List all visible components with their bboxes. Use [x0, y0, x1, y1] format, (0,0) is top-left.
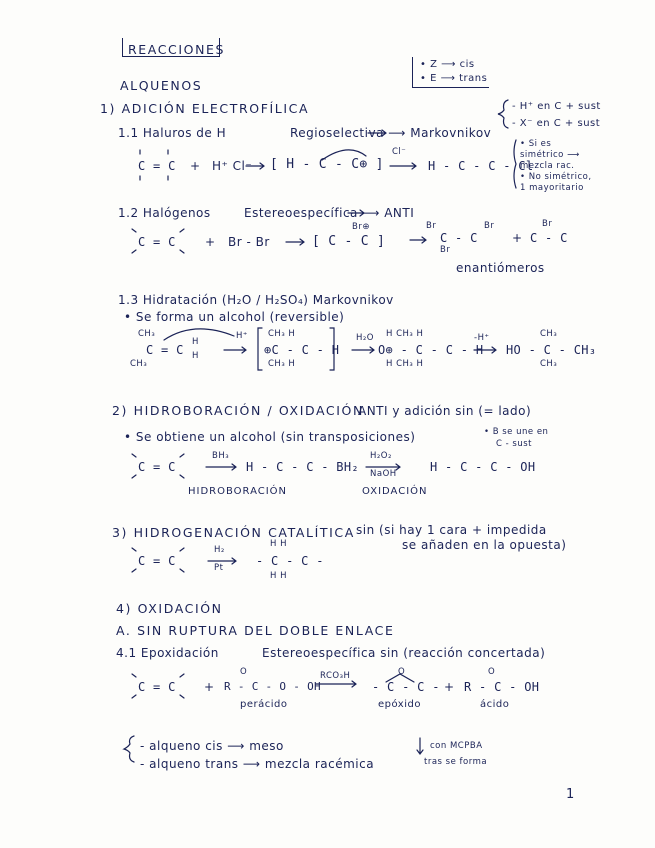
s4-1-plus: +: [204, 680, 215, 694]
s4-1-side2: tras se forma: [424, 757, 488, 767]
page-number: 1: [566, 787, 575, 802]
s4-1-o1: O: [240, 667, 248, 677]
s1-1-intermediate: [ H - C - C⊕ ]: [270, 157, 384, 172]
legend-z: • Z ⟶ cis: [420, 59, 475, 70]
s2-note2: C - sust: [496, 439, 532, 449]
s1-1-plus: +: [190, 159, 201, 173]
s4-1-lhs: C = C: [138, 680, 176, 694]
arrow-1-2-b: [410, 237, 426, 243]
s4-1-acid: R - C - OH: [464, 680, 540, 694]
curve-1-3: [164, 329, 234, 340]
arrow-4-1-side: [417, 738, 423, 754]
s1-3-lhs: C = C: [146, 343, 184, 357]
s1-1-side3: mezcla rac.: [520, 161, 575, 171]
s4-1-label: 4.1 Epoxidación: [116, 646, 219, 660]
bonds-2: [132, 454, 184, 478]
section-4-title: 4) OXIDACIÓN: [116, 601, 223, 616]
bonds-1-2: [132, 229, 184, 253]
s1-2-br-top1: Br: [426, 221, 437, 231]
s1-2-label: 1.2 Halógenos: [118, 206, 211, 220]
s1-3-p2: O⊕ - C - C - H: [378, 343, 484, 357]
s3-tag2: se añaden en la opuesta): [402, 538, 567, 552]
bonds-3: [132, 548, 184, 572]
s1-3-f2: HO - C - CH₃: [506, 343, 597, 357]
s1-2-plus2: +: [512, 231, 523, 245]
s1-1-product: H - C - C - Cl: [428, 159, 534, 173]
arrow-1-1-tag: [368, 130, 386, 136]
arrow-1-2-a: [286, 239, 304, 245]
arrow-1-2-tag: [348, 210, 364, 216]
s4-a: A. SIN RUPTURA DEL DOBLE ENLACE: [116, 623, 395, 638]
arrow-1-3-a: [224, 347, 246, 353]
s1-2-intermediate: [ C - C ]: [312, 234, 386, 249]
s3-product: - C - C -: [256, 554, 324, 568]
s2-product: H - C - C - OH: [430, 460, 536, 474]
s1-3-h1: H: [192, 337, 199, 347]
arrow-1-1-a: [246, 163, 264, 169]
section-2-title: 2) HIDROBORACIÓN / OXIDACIÓN: [112, 403, 364, 418]
s1-2-br-top2: Br: [484, 221, 495, 231]
page-title: REACCIONES: [128, 42, 226, 57]
s1-2-product1: C - C: [440, 231, 478, 245]
s1-1-label: 1.1 Haluros de H: [118, 126, 227, 140]
s4-1-epoxide-label: epóxido: [378, 699, 421, 710]
s3-r1: H₂: [214, 545, 225, 555]
s1-2-br-bot1: Br: [440, 245, 451, 255]
s1-1-tag: Regioselectiva ⟶ Markovnikov: [290, 126, 492, 140]
arrow-1-1-b: [390, 163, 416, 169]
legend-e: • E ⟶ trans: [420, 73, 488, 84]
s3-hh-top: H H: [270, 539, 287, 549]
s1-1-side4: • No simétrico,: [520, 172, 592, 182]
s3-lhs: C = C: [138, 554, 176, 568]
s2-lab1: HIDROBORACIÓN: [188, 486, 288, 497]
s4-1-side1: con MCPBA: [430, 741, 483, 751]
s1-2-plus: +: [205, 235, 216, 249]
arrow-1-3-c: [474, 347, 496, 353]
arrow-4-1: [316, 681, 356, 687]
s1-2-product2: C - C: [530, 231, 568, 245]
s1-note-x: - X⁻ en C + sust: [512, 118, 601, 129]
s1-3-label: 1.3 Hidratación (H₂O / H₂SO₄) Markovnikov: [118, 293, 394, 307]
s2-tag: ANTI y adición sin (= lado): [358, 404, 532, 418]
alquenos-heading: ALQUENOS: [120, 78, 203, 93]
s1-1-side2: simétrico ⟶: [520, 150, 580, 160]
arrow-2-a: [206, 464, 236, 470]
s2-lhs: C = C: [138, 460, 176, 474]
epoxide-bridge: [386, 674, 414, 682]
s4-1-cis: - alqueno cis ⟶ meso: [140, 739, 284, 753]
s1-3-int3: CH₃ H: [268, 359, 296, 369]
bonds-4-1: [132, 674, 184, 698]
s3-r2: Pt: [214, 563, 224, 573]
s4-1-tag: Estereoespecífica sin (reacción concertada): [262, 646, 546, 660]
s1-3-h2: H: [192, 351, 199, 361]
s1-3-p1: H CH₃ H: [386, 329, 424, 339]
section-1-title: 1) ADICIÓN ELECTROFÍLICA: [100, 101, 310, 116]
section-3-title: 3) HIDROGENACIÓN CATALÍTICA: [112, 525, 355, 540]
s4-1-plus2: +: [444, 680, 455, 694]
s2-r2a: H₂O₂: [370, 451, 392, 461]
s4-1-peracid-label: perácido: [240, 699, 288, 710]
brace-notes: [498, 100, 508, 128]
s1-note-h: - H⁺ en C + sust: [512, 101, 601, 112]
s2-note1: • B se une en: [484, 427, 549, 437]
s2-sub: • Se obtiene un alcohol (sin transposiciones): [124, 430, 416, 444]
s2-r2b: NaOH: [370, 469, 397, 479]
s1-3-hplus: H⁺: [236, 331, 248, 341]
bracket-1-3-right: [330, 328, 334, 370]
s1-1-side1: • Si es: [520, 139, 552, 149]
s1-3-ch3a: CH₃: [138, 329, 156, 339]
s3-hh-bot: H H: [270, 571, 287, 581]
s1-1-lhs: C = C: [138, 159, 176, 173]
s1-3-minus-h: -H⁺: [474, 333, 490, 343]
s1-3-f3: CH₃: [540, 359, 558, 369]
arrow-2-b: [366, 464, 400, 470]
s1-2-tag: Estereoespecífica ⟶ ANTI: [244, 206, 415, 220]
s2-mid: H - C - C - BH₂: [246, 460, 359, 474]
brace-1-1-side: [514, 140, 516, 188]
s2-r1: BH₃: [212, 451, 230, 461]
s1-3-int1: CH₃ H: [268, 329, 296, 339]
s1-3-p3: H CH₃ H: [386, 359, 424, 369]
s4-1-trans: - alqueno trans ⟶ mezcla racémica: [140, 757, 375, 771]
s1-1-side5: 1 mayoritario: [520, 183, 584, 193]
s1-2-br-top3: Br: [542, 219, 553, 229]
s1-2-bromonium: Br⊕: [352, 222, 370, 232]
s1-1-cl: Cl⁻: [392, 147, 407, 157]
s1-2-reagent: Br - Br: [228, 235, 270, 249]
s4-1-o2: O: [398, 667, 406, 677]
s4-1-acid-label: ácido: [480, 699, 510, 710]
s1-1-reagent: H⁺ Cl⁻: [212, 159, 253, 173]
s2-lab2: OXIDACIÓN: [362, 486, 428, 497]
arrow-3: [208, 558, 236, 564]
arrow-1-3-b: [352, 347, 374, 353]
curve-1-1: [322, 150, 366, 160]
bonds-1-1: [140, 150, 168, 180]
bracket-1-3-left: [258, 328, 262, 370]
s1-3-sub: • Se forma un alcohol (reversible): [124, 310, 345, 324]
s3-tag1: sin (si hay 1 cara + impedida: [356, 523, 547, 537]
brace-4-1: [124, 736, 134, 762]
s1-3-int2: ⊕C - C - H: [264, 343, 340, 357]
s4-1-peracid: R - C - O - OH: [224, 680, 321, 693]
s1-3-h2o: H₂O: [356, 333, 374, 343]
s1-2-lhs: C = C: [138, 235, 176, 249]
s4-1-epoxide: - C - C -: [372, 680, 440, 694]
s1-3-ch3b: CH₃: [130, 359, 148, 369]
s4-1-reagent: RCO₃H: [320, 671, 351, 681]
s1-3-f1: CH₃: [540, 329, 558, 339]
s4-1-o3: O: [488, 667, 496, 677]
s1-2-enantiomers: enantiómeros: [456, 261, 545, 275]
